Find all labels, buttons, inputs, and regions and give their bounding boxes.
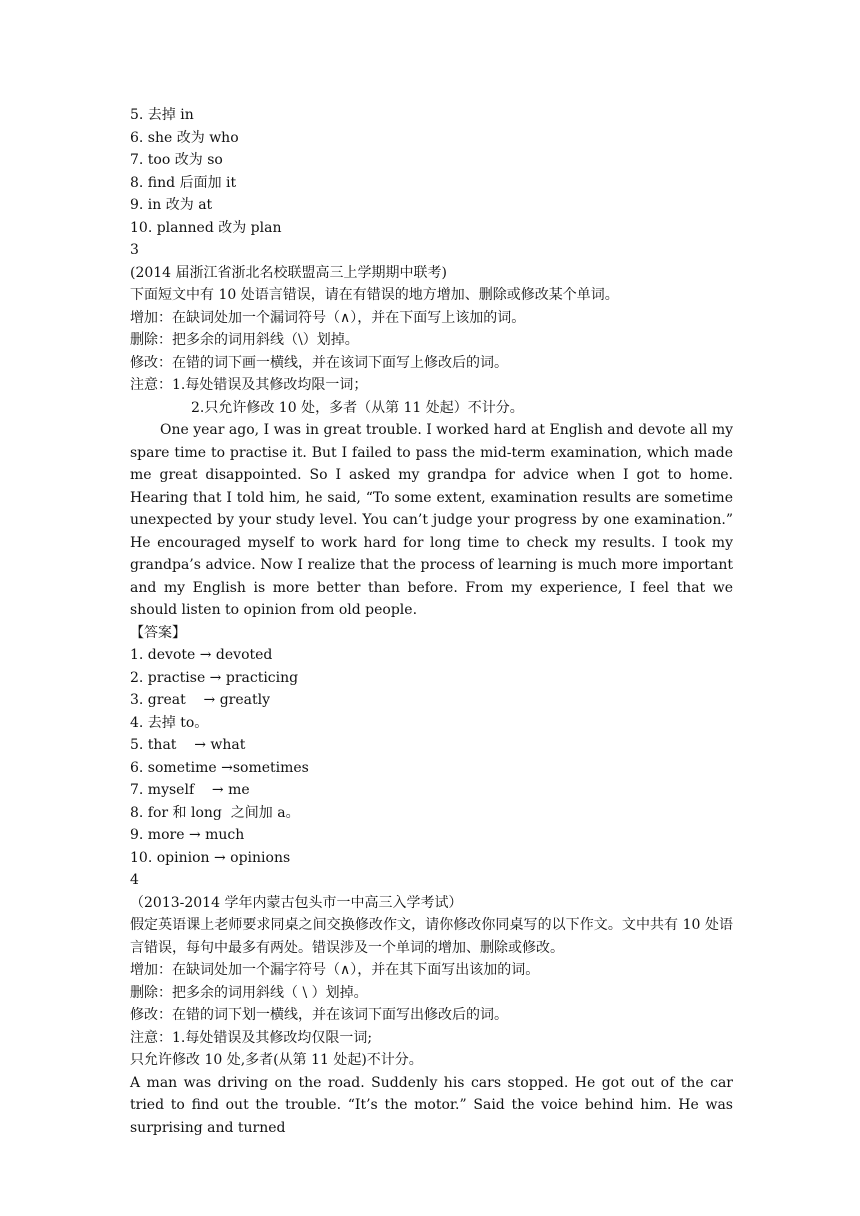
question-number: 4 <box>130 872 139 888</box>
passage-text: One year ago, I was in great trouble. I worked hard at English and devote all my spare time to practise it. But I failed to pass the mid-term examination, which made me great disappointed. So I asked my grandpa for advice when I got to home. Hearing that I told him, he said, “To some extent, examination results are sometime unexpected by your study level. You can’t judge your progress by one examination.” He encouraged myself to work hard for long time to check my results. I took my grandpa’s advice. Now I realize that the process of learning is much more important and my English is more better than before. From my experience, I feel that we should listen to opinion from old people. <box>130 422 733 618</box>
instruction-note: 2.只允许修改 10 处，多者（从第 11 处起）不计分。 <box>191 399 524 416</box>
instruction-line: 注意：1.每处错误及其修改均限一词； <box>130 377 368 393</box>
question-intro: 假定英语课上老师要求同桌之间交换修改作文，请你修改你同桌写的以下作文。文中共有 10 处语言错误，每句中最多有两处。错误涉及一个单词的增加、删除或修改。 <box>130 917 733 956</box>
answer-line: 6. she 改为 who <box>130 129 239 146</box>
answer-heading: 【答案】 <box>130 624 186 641</box>
instruction-line: 增加：在缺词处加一个漏字符号（∧），并在其下面写出该加的词。 <box>130 962 540 978</box>
passage-text: A man was driving on the road. Suddenly his cars stopped. He got out of the car tried to find out the trouble. “It’s the motor.” Said the voice behind him. He was surprising and turned <box>130 1074 733 1136</box>
answer-line: 3. great → greatly <box>130 692 270 708</box>
instruction-line: 增加：在缺词处加一个漏词符号（∧），并在下面写上该加的词。 <box>130 309 526 326</box>
instruction-line: 修改：在错的词下划一横线，并在该词下面写出修改后的词。 <box>130 1007 508 1023</box>
answer-line: 10. planned 改为 plan <box>130 219 282 236</box>
answer-line: 5. 去掉 in <box>130 107 194 123</box>
question-source: (2014 届浙江省浙北名校联盟高三上学期期中联考) <box>130 264 448 281</box>
answer-line: 4. 去掉 to。 <box>130 714 209 731</box>
instruction-line: 删除：把多余的词用斜线（\）划掉。 <box>130 332 359 348</box>
answer-line: 7. too 改为 so <box>130 152 223 168</box>
instruction-line: 下面短文中有 10 处语言错误，请在有错误的地方增加、删除或修改某个单词。 <box>130 287 619 303</box>
answer-line: 10. opinion → opinions <box>130 849 291 866</box>
answer-line: 8. find 后面加 it <box>130 174 237 191</box>
instruction-line: 注意：1.每处错误及其修改均仅限一词; <box>130 1029 373 1046</box>
question-number: 3 <box>130 242 139 258</box>
document-page <box>130 104 733 1139</box>
answer-line: 5. that → what <box>130 737 246 753</box>
answer-line: 1. devote → devoted <box>130 647 273 663</box>
instruction-line: 修改：在错的词下画一横线，并在该词下面写上修改后的词。 <box>130 354 508 371</box>
answer-line: 7. myself → me <box>130 782 250 798</box>
answer-line: 9. more → much <box>130 827 245 843</box>
answer-line: 6. sometime →sometimes <box>130 759 309 776</box>
answer-line: 9. in 改为 at <box>130 197 213 213</box>
instruction-line: 只允许修改 10 处,多者(从第 11 处起)不计分。 <box>130 1052 423 1068</box>
answer-line: 2. practise → practicing <box>130 669 299 686</box>
answer-line: 8. for 和 long 之间加 a。 <box>130 804 300 821</box>
instruction-line: 删除：把多余的词用斜线（ \ ）划掉。 <box>130 984 368 1001</box>
question-source: （2013-2014 学年内蒙古包头市一中高三入学考试） <box>130 894 463 911</box>
